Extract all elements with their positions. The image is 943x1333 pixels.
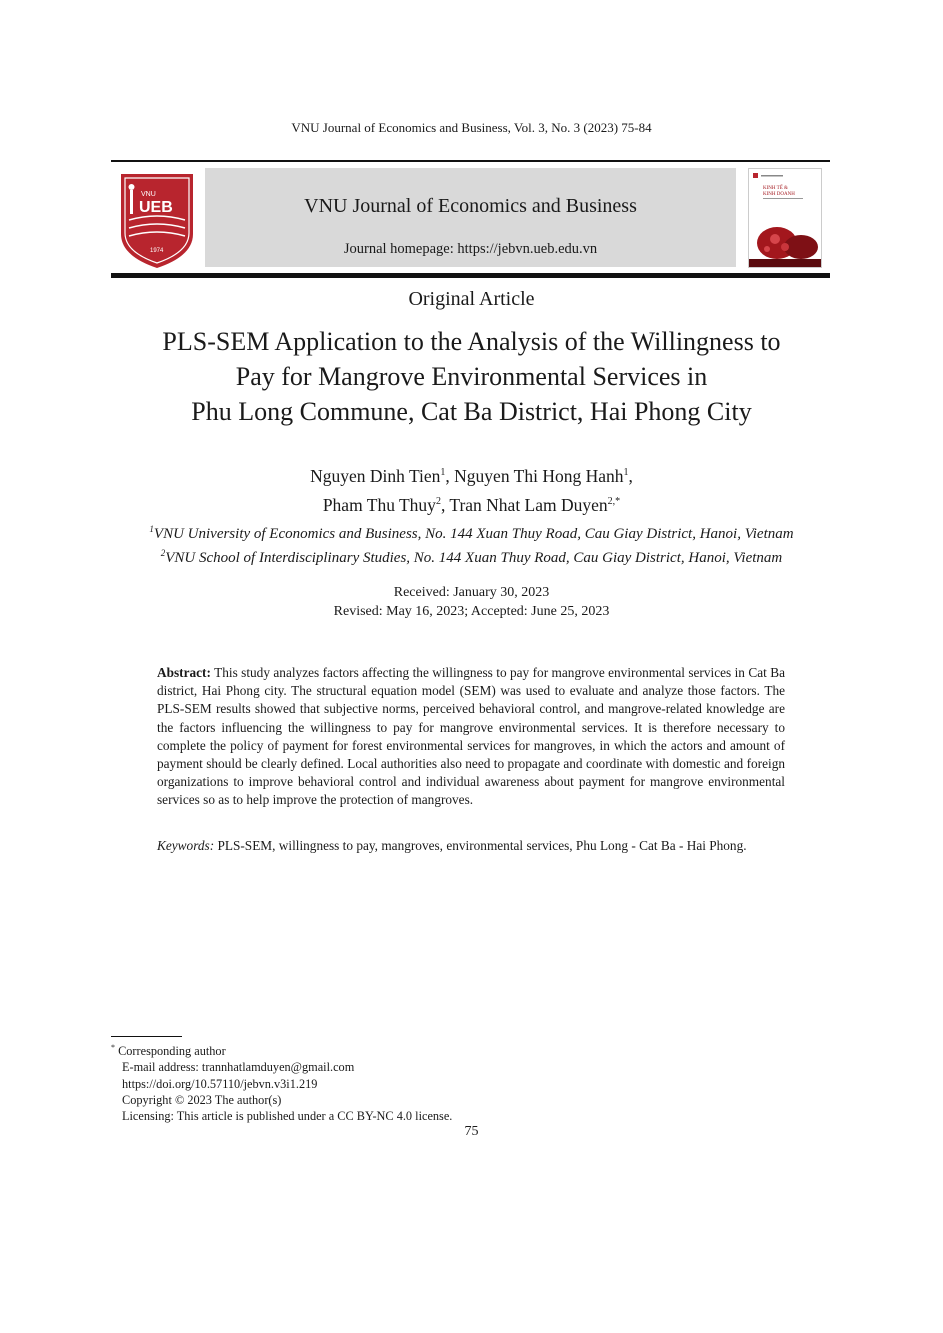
doi-link[interactable]: https://doi.org/10.57110/jebvn.v3i1.219 [122, 1076, 318, 1091]
author-affil-sup: 2,* [607, 496, 621, 507]
revised-accepted-date: Revised: May 16, 2023; Accepted: June 25, 2023 [333, 604, 610, 619]
affiliation-1 [0, 524, 943, 543]
author-name: Nguyen Thi Hong Hanh [454, 466, 624, 486]
affiliation-text: VNU School of Interdisciplinary Studies, No. 144 Xuan Thuy Road, Cau Giay District, Hanoi, Vietnam [165, 550, 783, 566]
logo-year: 1974 [150, 248, 164, 254]
corresponding-email: E-mail address: trannhatlamduyen@gmail.com [122, 1060, 355, 1075]
corresponding-author-note: Corresponding author [118, 1044, 226, 1058]
article-dates [0, 583, 943, 621]
title-line-2: Pay for Mangrove Environmental Services in [235, 362, 708, 391]
title-line-1: PLS-SEM Application to the Analysis of the Willingness to [162, 327, 781, 356]
logo-text: UEB [139, 199, 173, 216]
affiliation-sup: 2 [160, 548, 166, 558]
keywords-text: PLS-SEM, willingness to pay, mangroves, environmental services, Phu Long - Cat Ba - Hai Phong. [217, 838, 747, 853]
footnote-marker: * [111, 1043, 115, 1052]
author-affil-sup: 2 [435, 496, 441, 507]
header-top-rule [111, 160, 830, 162]
journal-cover-image [748, 168, 822, 268]
page-number: 75 [464, 1124, 479, 1139]
logo-sub-text: VNU [141, 191, 156, 198]
keywords-label: Keywords: [157, 838, 215, 853]
journal-homepage: Journal homepage: https://jebvn.ueb.edu.vn [343, 241, 598, 257]
author-name: Pham Thu Thuy [322, 495, 436, 515]
svg-text:KINH TẾ &: KINH TẾ & [763, 186, 788, 191]
author-affil-sup: 1 [440, 467, 446, 478]
svg-text:KINH DOANH: KINH DOANH [763, 192, 795, 197]
license-note: Licensing: This article is published under a CC BY-NC 4.0 license. [122, 1109, 453, 1124]
author-affil-sup: 1 [623, 467, 629, 478]
footnote-rule [111, 1036, 182, 1037]
keywords [157, 837, 785, 855]
received-date: Received: January 30, 2023 [393, 585, 550, 600]
author-list: Nguyen Dinh Tien$^1$, Nguyen Thi Hong Hanh$^1$, Pham Thu Thuy$^2$, Tran Nhat Lam Duyen$^{2,*}$ [310, 466, 633, 515]
paper-title [100, 324, 843, 429]
article-type: Original Article [408, 288, 535, 310]
header-bottom-rule [111, 273, 830, 278]
affiliation-text: VNU University of Economics and Business, No. 144 Xuan Thuy Road, Cau Giay District, Hanoi, Vietnam [153, 526, 794, 542]
author-name: Nguyen Dinh Tien [310, 466, 441, 486]
affiliation-sup: 1 [149, 524, 154, 534]
copyright-note: Copyright © 2023 The author(s) [122, 1092, 282, 1107]
footnotes [111, 1040, 711, 1124]
affiliation-2 [0, 548, 943, 567]
abstract-label: Abstract: [157, 665, 211, 680]
running-head: VNU Journal of Economics and Business, Vol. 3, No. 3 (2023) 75-84 [291, 120, 652, 135]
author-name: Tran Nhat Lam Duyen [449, 495, 608, 515]
ueb-logo [119, 172, 195, 270]
journal-name: VNU Journal of Economics and Business [304, 195, 637, 217]
abstract-text: This study analyzes factors affecting the willingness to pay for mangrove environmental services in Cat Ba district, Hai Phong city. The structural equation model (SEM) was used to evaluate and analyze those factors. The PLS-SEM results showed that subjective norms, perceived behavioral control, and mangrove-related knowledge are the factors influencing the willingness to pay for mangrove environmental services. It is therefore necessary to complete the policy of payment for forest environmental services for mangroves, in which the actors and amount of payment should be clearly defined. Local authorities also need to propagate and coordinate with domestic and foreign organizations to improve behavioral control and individual awareness about payment for mangrove environmental services so as to help improve the protection of mangroves. [157, 665, 785, 808]
abstract [157, 664, 785, 810]
title-line-3: Phu Long Commune, Cat Ba District, Hai Phong City [191, 397, 752, 426]
